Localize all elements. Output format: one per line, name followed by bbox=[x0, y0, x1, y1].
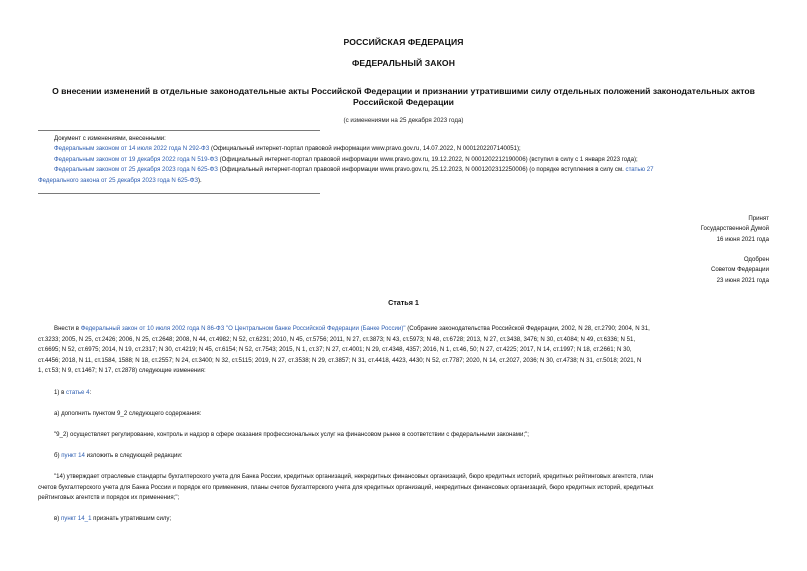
paragraph-text: изложить в следующей редакции: bbox=[84, 452, 183, 459]
paragraph-line bbox=[38, 451, 771, 462]
change-item bbox=[38, 155, 773, 165]
change-link[interactable]: Федеральным законом от 25 декабря 2023 года N 625-ФЗ bbox=[54, 166, 218, 174]
adoption-line: 16 июня 2021 года bbox=[716, 235, 769, 243]
paragraph-line: "14) утверждает отраслевые стандарты бухгалтерского учета для Банка России, кредитных организаций, некредитных финансовых организаций, бюро кредитных историй, кредитных рейтинговых агентств, план bbox=[54, 473, 654, 480]
adoption-council bbox=[569, 255, 769, 286]
article-item-b bbox=[38, 451, 771, 462]
paragraph-text: б) bbox=[54, 452, 62, 459]
article-item-1 bbox=[38, 388, 771, 399]
paragraph-line: 1, ст.53; N 9, ст.1467; N 17, ст.2878) следующие изменения: bbox=[38, 367, 206, 375]
paragraph-text: 1) в bbox=[54, 389, 67, 396]
change-text: (Официальный интернет-портал правовой информации www.pravo.gov.ru, 25.12.2023, N 0001202312250006) (о порядке вступления в силу см. bbox=[217, 166, 626, 174]
bottom-divider bbox=[38, 193, 320, 194]
adoption-line: Советом Федерации bbox=[710, 266, 769, 274]
change-link[interactable]: Федеральным законом от 19 декабря 2022 года N 519-ФЗ bbox=[54, 155, 218, 163]
point-14-1-link[interactable]: пункт 14_1 bbox=[60, 515, 92, 522]
change-item bbox=[38, 165, 773, 175]
point-14-link[interactable]: пункт 14 bbox=[61, 452, 85, 459]
paragraph-line: ст.6695; N 52, ст.6975; 2014, N 19, ст.2317; N 30, ст.4219; N 45, ст.6154; N 52, ст.7543; 2015, N 1, ст.37; N 27, ст.4001; N 29, ст.4348, 4357; 2016, N 1, ст.46, 50; N 27, ст.4225; 2017, N 14, ст.1997; N 18, ст.2661; N 30, bbox=[38, 346, 632, 354]
paragraph-line: "9_2) осуществляет регулирование, контроль и надзор в сфере оказания профессиональных услуг на финансовом рынке в соответствии с федеральными законами;"; bbox=[54, 431, 529, 438]
article-4-link[interactable]: статье 4 bbox=[66, 389, 90, 396]
paragraph-text: в) bbox=[54, 515, 61, 522]
paragraph-text: Внести в bbox=[54, 325, 81, 332]
paragraph-line bbox=[38, 324, 771, 335]
article-item-9-2 bbox=[38, 430, 771, 441]
paragraph-line: ст.3233; 2005, N 25, ст.2426; 2006, N 25, ст.2648; 2008, N 44, ст.4982; N 52, ст.6231; 2010, N 45, ст.5756; 2011, N 27, ст.3873; N 43, ст.5973; N 48, ст.6728; 2013, N 27, ст.3438, 3476; N 30, ст.4084; N 49, ст.6336; N 51, bbox=[38, 335, 636, 343]
paragraph-line bbox=[38, 388, 771, 399]
paragraph-text: : bbox=[89, 389, 92, 396]
adoption-line: Одобрен bbox=[743, 256, 769, 263]
top-divider bbox=[38, 130, 320, 131]
document-type-heading: ФЕДЕРАЛЬНЫЙ ЗАКОН bbox=[351, 58, 456, 68]
changes-intro: Документ с изменениями, внесенными: bbox=[54, 135, 166, 142]
revision-note: (с изменениями на 25 декабря 2023 года) bbox=[343, 117, 464, 124]
changes-block bbox=[38, 134, 773, 186]
change-link[interactable]: Федерального закона от 25 декабря 2023 года N 625-ФЗ bbox=[38, 176, 199, 184]
change-text: ). bbox=[198, 176, 202, 184]
adoption-line: 23 июня 2021 года bbox=[716, 276, 769, 284]
central-bank-law-link[interactable]: Федеральный закон от 10 июля 2002 года N 86-ФЗ "О Центральном банке Российской Федерации (Банке России)" bbox=[80, 325, 406, 332]
adoption-duma bbox=[569, 214, 769, 245]
paragraph-line: рейтинговых агентств и порядок их применения;"; bbox=[38, 494, 180, 502]
article-item-14 bbox=[38, 472, 771, 504]
law-title-line-1: О внесении изменений в отдельные законодательные акты Российской Федерации и признании утратившими силу отдельных положений законодательных актов bbox=[52, 86, 755, 96]
change-item bbox=[38, 144, 773, 154]
change-text: (Официальный интернет-портал правовой информации www.pravo.gov.ru, 19.12.2022, N 0001202212190006) (вступил в силу с 1 января 2023 года); bbox=[217, 155, 638, 163]
paragraph-line: а) дополнить пунктом 9_2 следующего содержания: bbox=[54, 410, 202, 417]
paragraph-line bbox=[38, 514, 771, 525]
paragraph-line: ст.4456; 2018, N 11, ст.1584, 1588; N 18, ст.2557; N 24, ст.3400; N 32, ст.5115; 2019, N 27, ст.3538; N 29, ст.3857; N 31, ст.4418, 4423, 4430; N 52, ст.7787; 2020, N 14, ст.2027, 2036; N 30, ст.4738; N 31, ст.5018; 2021, N bbox=[38, 356, 642, 364]
country-heading: РОССИЙСКАЯ ФЕДЕРАЦИЯ bbox=[343, 37, 464, 47]
adoption-line: Государственной Думой bbox=[700, 225, 769, 233]
paragraph-line: счетов бухгалтерского учета для Банка России и порядок его применения, планы счетов бухгалтерского учета для кредитных организаций, некредитных финансовых организаций, бюро кредитных историй, кредитных bbox=[38, 483, 654, 491]
change-item-continuation bbox=[38, 176, 773, 186]
article-item-a bbox=[38, 409, 771, 420]
adoption-line: Принят bbox=[748, 215, 769, 222]
article-27-link[interactable]: статью 27 bbox=[625, 166, 654, 174]
paragraph-text: (Собрание законодательства Российской Федерации, 2002, N 28, ст.2790; 2004, N 31, bbox=[405, 325, 650, 332]
law-title bbox=[30, 86, 777, 108]
article-item-c bbox=[38, 514, 771, 525]
law-title-line-2: Российской Федерации bbox=[353, 97, 454, 107]
change-link[interactable]: Федеральным законом от 14 июля 2022 года N 292-ФЗ bbox=[54, 145, 210, 153]
paragraph-text: признать утратившим силу; bbox=[91, 515, 172, 522]
article-heading: Статья 1 bbox=[388, 298, 419, 307]
article-paragraph-1 bbox=[38, 324, 771, 377]
change-text: (Официальный интернет-портал правовой информации www.pravo.gov.ru, 14.07.2022, N 0001202207140051); bbox=[209, 145, 521, 153]
